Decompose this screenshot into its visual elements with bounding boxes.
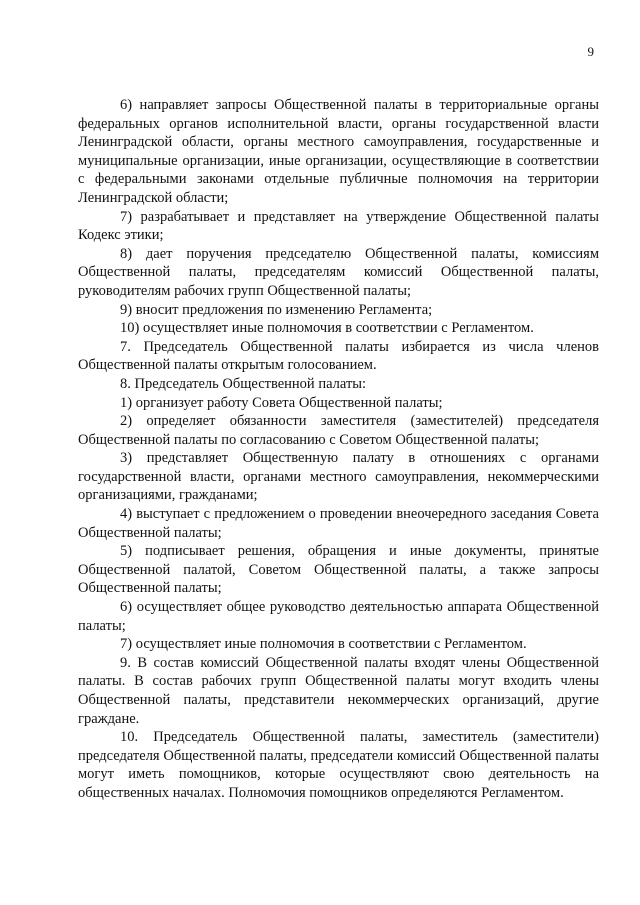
paragraph-item-9-reglament-changes: 9) вносит предложения по изменению Регламента; bbox=[120, 301, 433, 318]
paragraph-clause-7-chairman-election: 7. Председатель Общественной палаты избирается из числа членов Общественной палаты открытым голосованием. bbox=[78, 338, 599, 374]
paragraph-chairman-item-4: 4) выступает с предложением о проведении внеочередного заседания Совета Общественной палаты; bbox=[78, 506, 599, 541]
paragraph-chairman-item-6: 6) осуществляет общее руководство деятельностью аппарата Общественной палаты; bbox=[78, 599, 599, 634]
document-body bbox=[78, 96, 599, 803]
paragraph-item-6-requests: 6) направляет запросы Общественной палаты в территориальные органы федеральных органов исполнительной власти, органы государственной власти Ленинградской области, органы местного самоуправления, государственные и муниципальные организации, иные организации, осуществляющие в соответствии с федеральными законами отдельные публичные полномочия на территории Ленинградской области; bbox=[78, 97, 599, 206]
paragraph-chairman-item-1: 1) организует работу Совета Общественной палаты; bbox=[120, 394, 443, 411]
page-number: 9 bbox=[587, 44, 594, 59]
paragraph-chairman-item-5: 5) подписывает решения, обращения и иные документы, принятые Общественной палатой, Советом Общественной палаты, а также запросы Общественной палаты; bbox=[78, 543, 599, 597]
paragraph-item-8-instructions: 8) дает поручения председателю Общественной палаты, комиссиям Общественной палаты, председателям комиссий Общественной палаты, руководителям рабочих групп Общественной палаты; bbox=[78, 245, 599, 299]
paragraph-chairman-item-3: 3) представляет Общественную палату в отношениях с органами государственной власти, органами местного самоуправления, некоммерческими организациями, гражданами; bbox=[78, 450, 599, 504]
paragraph-chairman-item-2: 2) определяет обязанности заместителя (заместителей) председателя Общественной палаты по согласованию с Советом Общественной палаты; bbox=[78, 413, 599, 448]
paragraph-item-7-ethics-code: 7) разрабатывает и представляет на утверждение Общественной палаты Кодекс этики; bbox=[78, 208, 599, 244]
paragraph-item-10-other-powers: 10) осуществляет иные полномочия в соответствии с Регламентом. bbox=[120, 320, 534, 337]
paragraph-chairman-item-7: 7) осуществляет иные полномочия в соответствии с Регламентом. bbox=[120, 636, 527, 653]
paragraph-clause-9-commissions: 9. В состав комиссий Общественной палаты входят члены Общественной палаты. В состав рабочих групп Общественной палаты могут входить члены Общественной палаты, представители некоммерческих организаций, другие граждане. bbox=[78, 654, 599, 727]
paragraph-clause-10-assistants: 10. Председатель Общественной палаты, заместитель (заместители) председателя Общественной палаты, председатели комиссий Общественной палаты могут иметь помощников, которые осуществляют свою деятельность на общественных началах. Полномочия помощников определяются Регламентом. bbox=[78, 729, 599, 801]
paragraph-clause-8-chairman: 8. Председатель Общественной палаты: bbox=[120, 375, 367, 392]
